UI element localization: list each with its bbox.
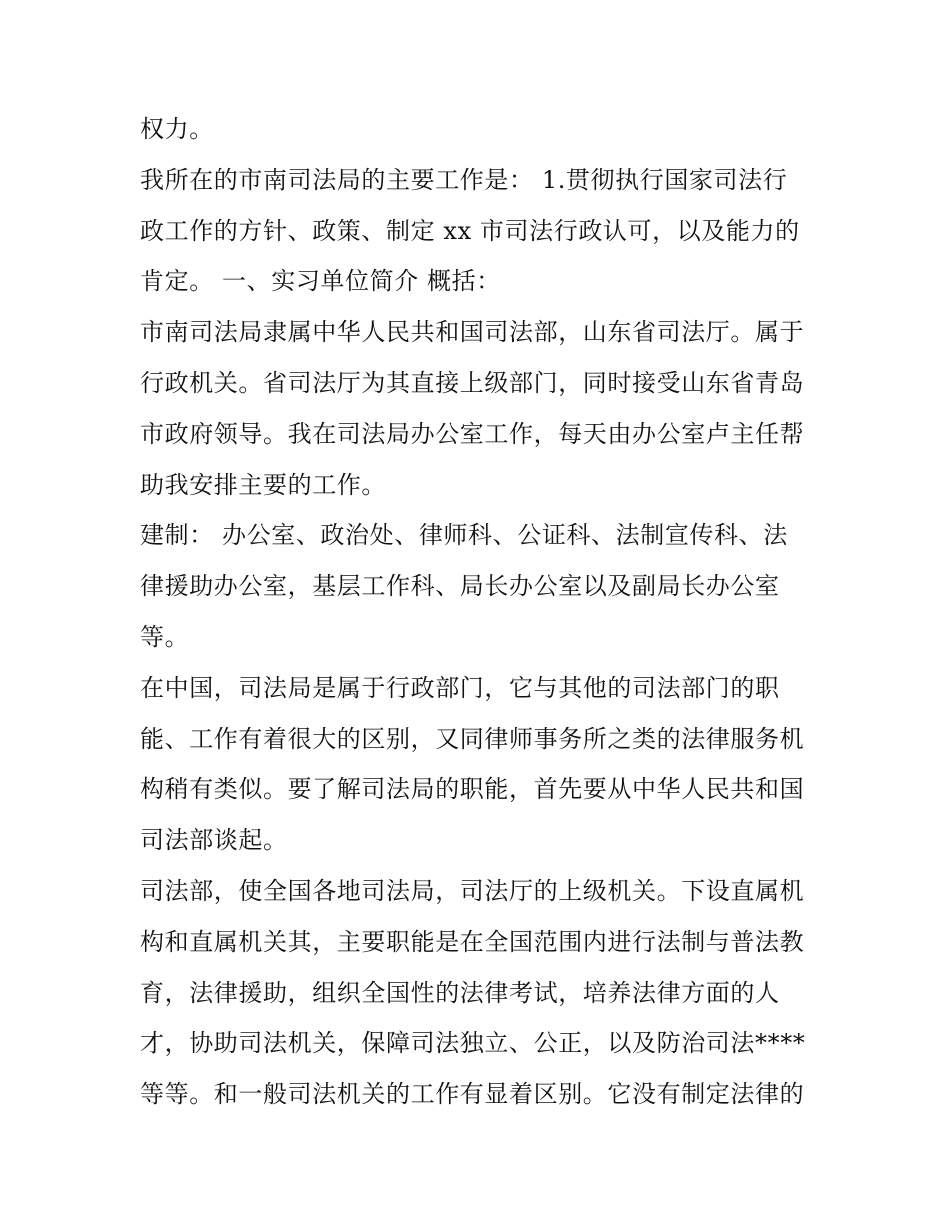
text-line: 能、工作有着很大的区别，又同律师事务所之类的法律服务机 [140,724,805,753]
text-line: 行政机关。省司法厅为其直接上级部门，同时接受山东省青岛 [140,368,805,397]
text-line: 建制： 办公室、政治处、律师科、公证科、法制宣传科、法 [140,521,788,550]
text-line: 市南司法局隶属中华人民共和国司法部，山东省司法厅。属于 [140,318,805,347]
text-line: 等。 [140,622,190,651]
text-line: 构和直属机关其，主要职能是在全国范围内进行法制与普法教 [140,927,805,956]
text-line: 司法部谈起。 [140,826,288,855]
text-line: 在中国，司法局是属于行政部门，它与其他的司法部门的职 [140,673,780,702]
text-line: 政工作的方针、政策、制定 xx 市司法行政认可，以及能力的 [140,216,800,245]
document-body [140,104,820,1120]
text-line: 等等。和一般司法机关的工作有显着区别。它没有制定法律的 [140,1080,805,1109]
text-line: 才，协助司法机关，保障司法独立、公正，以及防治司法**** [140,1029,806,1058]
text-line: 助我安排主要的工作。 [140,470,386,499]
text-line: 律援助办公室，基层工作科、局长办公室以及副局长办公室 [140,572,780,601]
text-line: 市政府领导。我在司法局办公室工作，每天由办公室卢主任帮 [140,419,805,448]
text-line: 构稍有类似。要了解司法局的职能，首先要从中华人民共和国 [140,775,805,804]
text-line: 我所在的市南司法局的主要工作是： 1.贯彻执行国家司法行 [140,165,788,194]
text-line: 育，法律援助，组织全国性的法律考试，培养法律方面的人 [140,978,780,1007]
text-line: 司法部，使全国各地司法局，司法厅的上级机关。下设直属机 [140,876,805,905]
text-line: 肯定。 一、实习单位简介 概括： [140,267,501,296]
text-line: 权力。 [140,115,214,143]
